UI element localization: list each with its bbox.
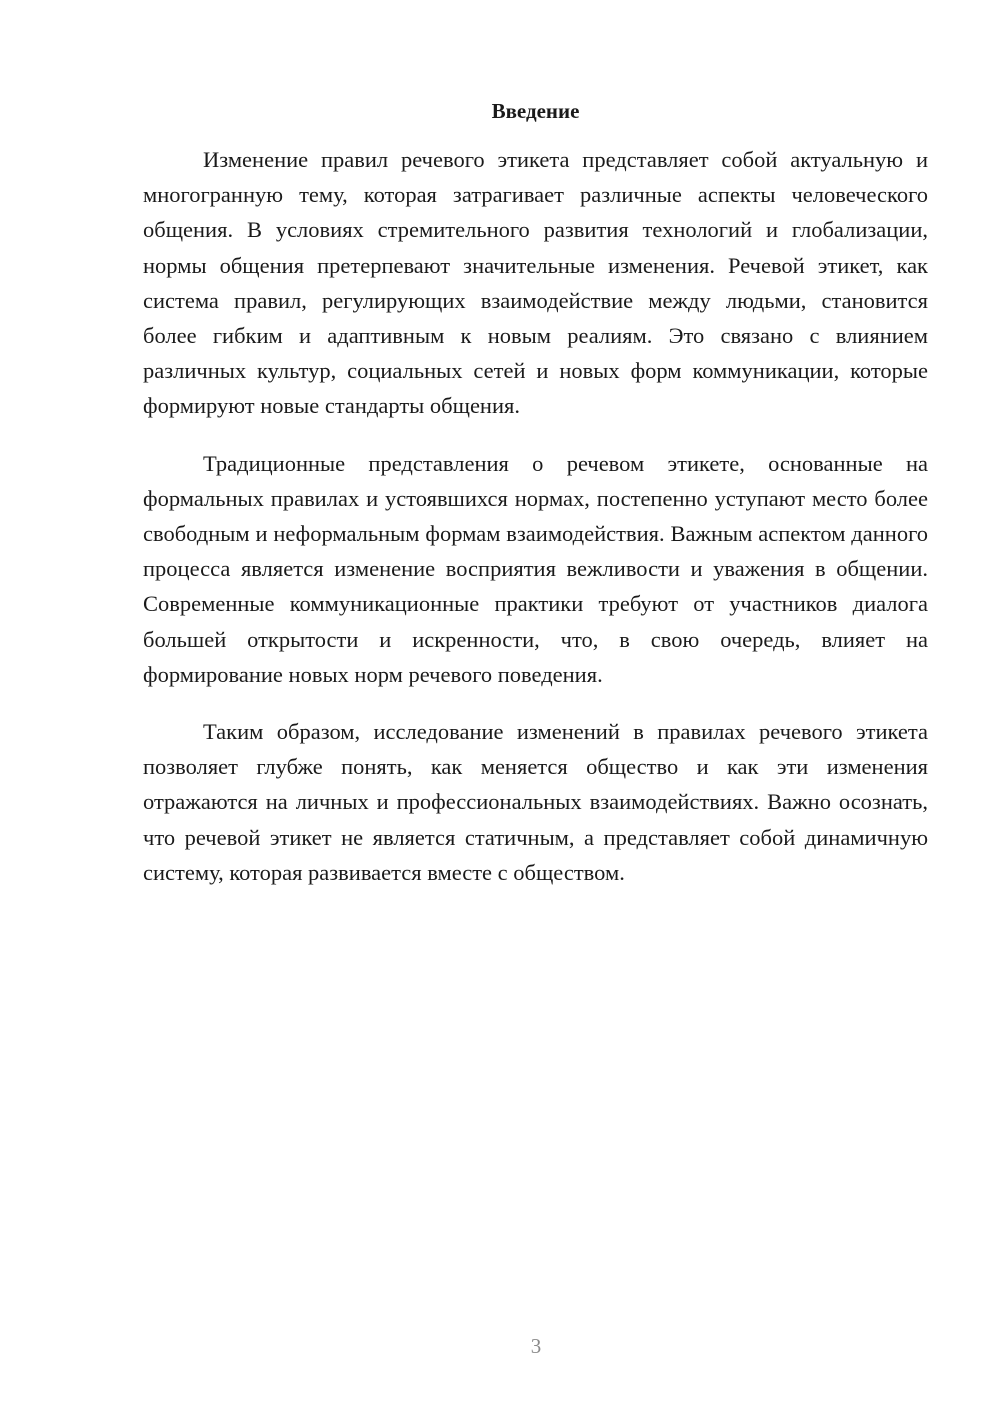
paragraph-1: Изменение правил речевого этикета представляет собой актуальную и многогранную тему, которая затрагивает различные аспекты человеческого общения. В условиях стремительного развития технологий и глобализации, нормы общения претерпевают значительные изменения. Речевой этикет, как система правил, регулирующих взаимодействие между людьми, становится более гибким и адаптивным к новым реалиям. Это связано с влиянием различных культур, социальных сетей и новых форм коммуникации, которые формируют новые стандарты общения. [143,147,928,419]
document-body [143,142,928,912]
paragraph-2: Традиционные представления о речевом этикете, основанные на формальных правилах и устоявшихся нормах, постепенно уступают место более свободным и неформальным формам взаимодействия. Важным аспектом данного процесса является изменение восприятия вежливости и уважения в общении. Современные коммуникационные практики требуют от участников диалога большей открытости и искренности, что, в свою очередь, влияет на формирование новых норм речевого поведения. [143,450,928,687]
page-number: 3 [530,1334,542,1358]
page-title: Введение [491,99,580,123]
paragraph-3: Таким образом, исследование изменений в правилах речевого этикета позволяет глубже понять, как меняется общество и как эти изменения отражаются на личных и профессиональных взаимодействиях. Важно осознать, что речевой этикет не является статичным, а представляет собой динамичную систему, которая развивается вместе с обществом. [143,719,928,885]
